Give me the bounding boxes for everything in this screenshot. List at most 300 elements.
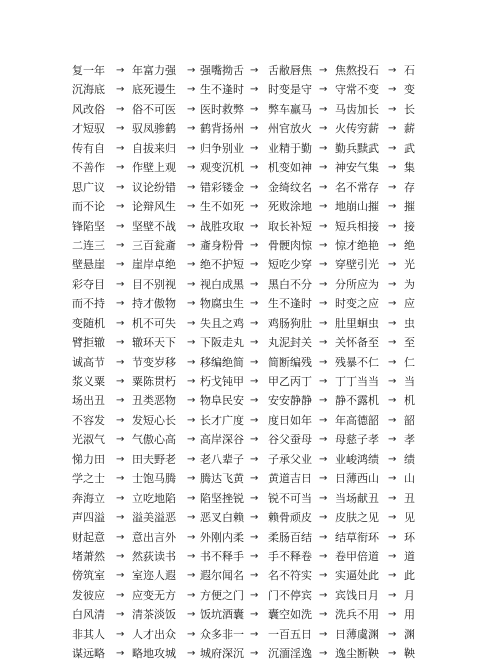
idiom-word: 三百瓮齑 xyxy=(132,238,176,252)
chain-next-char: 道 xyxy=(404,549,415,563)
arrow-icon: → xyxy=(187,570,196,582)
idiom-word: 驭凤骖鹤 xyxy=(132,122,176,136)
idiom-word: 书不释手 xyxy=(200,549,244,563)
idiom-word: 不善作 xyxy=(72,161,105,175)
idiom-word: 奔海立 xyxy=(72,491,105,505)
idiom-word: 溢美溢恶 xyxy=(132,511,176,525)
idiom-word: 发彼应 xyxy=(72,588,105,602)
idiom-word: 浆义粟 xyxy=(72,375,105,388)
idiom-word: 二连三 xyxy=(72,238,105,252)
idiom-row xyxy=(0,528,500,547)
arrow-icon: → xyxy=(319,239,328,251)
arrow-icon: → xyxy=(250,570,259,582)
arrow-icon: → xyxy=(250,512,259,524)
idiom-row xyxy=(0,644,500,663)
idiom-word: 臂拒辙 xyxy=(72,336,105,350)
arrow-icon: → xyxy=(187,201,196,213)
idiom-word: 变随机 xyxy=(72,316,105,330)
arrow-icon: → xyxy=(116,298,125,310)
idiom-word: 机变如神 xyxy=(268,161,312,175)
idiom-word: 外刚内柔 xyxy=(200,530,244,544)
idiom-word: 时变之应 xyxy=(335,297,379,311)
idiom-word: 勤兵黩武 xyxy=(335,141,379,155)
idiom-word: 堵萧然 xyxy=(72,549,105,563)
idiom-word: 士饱马腾 xyxy=(132,472,176,486)
idiom-word: 立吃地陷 xyxy=(132,491,176,505)
arrow-icon: → xyxy=(388,628,397,640)
arrow-icon: → xyxy=(319,376,328,387)
arrow-icon: → xyxy=(319,317,328,329)
idiom-word: 彩夺目 xyxy=(72,277,105,291)
arrow-icon: → xyxy=(388,512,397,524)
arrow-icon: → xyxy=(187,648,196,660)
idiom-word: 然荻读书 xyxy=(132,549,176,563)
arrow-icon: → xyxy=(187,65,196,76)
idiom-word: 舌敝唇焦 xyxy=(268,64,312,77)
idiom-word: 节变岁移 xyxy=(132,355,176,369)
chain-next-char: 武 xyxy=(404,141,415,155)
idiom-word: 发短心长 xyxy=(132,413,176,427)
arrow-icon: → xyxy=(250,239,259,251)
arrow-icon: → xyxy=(319,589,328,601)
idiom-word: 目不别视 xyxy=(132,277,176,291)
arrow-icon: → xyxy=(319,648,328,660)
idiom-word: 田夫野老 xyxy=(132,452,176,466)
idiom-word: 日薄虞渊 xyxy=(335,627,379,641)
idiom-word: 子承父业 xyxy=(268,452,312,466)
idiom-word: 分所应为 xyxy=(335,277,379,291)
idiom-word: 强嘴拗舌 xyxy=(200,64,244,77)
chain-next-char: 应 xyxy=(404,297,415,311)
arrow-icon: → xyxy=(319,84,328,96)
arrow-icon: → xyxy=(319,65,328,76)
idiom-row xyxy=(0,217,500,236)
arrow-icon: → xyxy=(187,103,196,115)
idiom-word: 略地攻城 xyxy=(132,647,176,661)
arrow-icon: → xyxy=(250,453,259,465)
idiom-word: 意出言外 xyxy=(132,530,176,544)
arrow-icon: → xyxy=(319,531,328,543)
idiom-row xyxy=(0,586,500,605)
arrow-icon: → xyxy=(187,414,196,426)
chain-next-char: 月 xyxy=(404,588,415,602)
idiom-row xyxy=(0,255,500,274)
idiom-row xyxy=(0,80,500,99)
idiom-word: 谋远略 xyxy=(72,647,105,661)
arrow-icon: → xyxy=(388,473,397,485)
idiom-word: 风改俗 xyxy=(72,102,105,116)
idiom-word: 遐尔闻名 xyxy=(200,569,244,583)
idiom-row xyxy=(0,294,500,313)
arrow-icon: → xyxy=(388,376,397,387)
arrow-icon: → xyxy=(319,337,328,349)
chain-next-char: 渊 xyxy=(404,627,415,641)
arrow-icon: → xyxy=(319,570,328,582)
chain-next-char: 当 xyxy=(404,375,415,388)
idiom-word: 鸡肠狗肚 xyxy=(268,316,312,330)
arrow-icon: → xyxy=(187,317,196,329)
arrow-icon: → xyxy=(388,298,397,310)
arrow-icon: → xyxy=(187,473,196,485)
idiom-word: 穿壁引光 xyxy=(335,258,379,272)
arrow-icon: → xyxy=(187,181,196,193)
chain-next-char: 变 xyxy=(404,83,415,97)
chain-next-char: 虫 xyxy=(404,316,415,330)
arrow-icon: → xyxy=(250,201,259,213)
idiom-row xyxy=(0,314,500,333)
arrow-icon: → xyxy=(116,628,125,640)
idiom-word: 白风清 xyxy=(72,608,105,622)
idiom-word: 场出丑 xyxy=(72,394,105,408)
arrow-icon: → xyxy=(250,142,259,154)
idiom-word: 骨骾肉惊 xyxy=(268,238,312,252)
arrow-icon: → xyxy=(116,201,125,213)
arrow-icon: → xyxy=(319,492,328,504)
chain-next-char: 长 xyxy=(404,102,415,116)
idiom-word: 死败涂地 xyxy=(268,200,312,214)
chain-next-char: 丑 xyxy=(404,491,415,505)
arrow-icon: → xyxy=(187,298,196,310)
idiom-word: 囊空如洗 xyxy=(268,608,312,622)
arrow-icon: → xyxy=(187,453,196,465)
idiom-word: 日薄西山 xyxy=(335,472,379,486)
idiom-row xyxy=(0,605,500,624)
idiom-word: 清茶淡饭 xyxy=(132,608,176,622)
arrow-icon: → xyxy=(187,609,196,621)
arrow-icon: → xyxy=(250,356,259,368)
arrow-icon: → xyxy=(250,550,259,562)
idiom-word: 医时救弊 xyxy=(200,102,244,116)
idiom-word: 时变是守 xyxy=(268,83,312,97)
arrow-icon: → xyxy=(250,337,259,349)
arrow-icon: → xyxy=(319,512,328,524)
idiom-word: 辙环天下 xyxy=(132,336,176,350)
idiom-word: 手不释卷 xyxy=(268,549,312,563)
arrow-icon: → xyxy=(388,201,397,213)
arrow-icon: → xyxy=(187,492,196,504)
idiom-word: 人才出众 xyxy=(132,627,176,641)
idiom-word: 光淑气 xyxy=(72,433,105,447)
idiom-word: 思广议 xyxy=(72,180,105,194)
idiom-word: 短吃少穿 xyxy=(268,258,312,272)
arrow-icon: → xyxy=(250,298,259,310)
idiom-word: 甲乙丙丁 xyxy=(268,375,312,388)
idiom-word: 崖岸卓绝 xyxy=(132,258,176,272)
idiom-row xyxy=(0,547,500,566)
chain-next-char: 机 xyxy=(404,394,415,408)
idiom-word: 悌力田 xyxy=(72,452,105,466)
arrow-icon: → xyxy=(116,395,125,407)
idiom-word: 坚壁不战 xyxy=(132,219,176,233)
idiom-word: 观变沉机 xyxy=(200,161,244,175)
arrow-icon: → xyxy=(187,142,196,154)
idiom-word: 不容发 xyxy=(72,413,105,427)
arrow-icon: → xyxy=(250,473,259,485)
arrow-icon: → xyxy=(116,589,125,601)
arrow-icon: → xyxy=(116,65,125,76)
arrow-icon: → xyxy=(187,123,196,135)
arrow-icon: → xyxy=(187,337,196,349)
idiom-word: 锋陷坚 xyxy=(72,219,105,233)
idiom-row xyxy=(0,236,500,255)
idiom-word: 高岸深谷 xyxy=(200,433,244,447)
arrow-icon: → xyxy=(187,395,196,407)
arrow-icon: → xyxy=(116,376,125,387)
arrow-icon: → xyxy=(319,414,328,426)
arrow-icon: → xyxy=(319,473,328,485)
arrow-icon: → xyxy=(187,84,196,96)
arrow-icon: → xyxy=(319,123,328,135)
idiom-word: 结草衔环 xyxy=(335,530,379,544)
idiom-word: 黑白不分 xyxy=(268,277,312,291)
idiom-word: 年富力强 xyxy=(132,64,176,77)
arrow-icon: → xyxy=(187,278,196,290)
arrow-icon: → xyxy=(388,550,397,562)
arrow-icon: → xyxy=(250,278,259,290)
arrow-icon: → xyxy=(319,453,328,465)
arrow-icon: → xyxy=(388,220,397,232)
chain-next-char: 山 xyxy=(404,472,415,486)
idiom-word: 肚里蛔虫 xyxy=(335,316,379,330)
chain-next-char: 存 xyxy=(404,180,415,194)
idiom-word: 沉湎淫逸 xyxy=(268,647,312,661)
idiom-word: 视白成黑 xyxy=(200,277,244,291)
arrow-icon: → xyxy=(388,356,397,368)
arrow-icon: → xyxy=(116,317,125,329)
arrow-icon: → xyxy=(116,473,125,485)
arrow-icon: → xyxy=(116,609,125,621)
arrow-icon: → xyxy=(319,162,328,174)
idiom-word: 实逼处此 xyxy=(335,569,379,583)
chain-next-char: 摧 xyxy=(404,200,415,214)
idiom-row xyxy=(0,61,500,80)
idiom-word: 弊车羸马 xyxy=(268,102,312,116)
arrow-icon: → xyxy=(250,609,259,621)
idiom-word: 腾达飞黄 xyxy=(200,472,244,486)
arrow-icon: → xyxy=(388,453,397,465)
arrow-icon: → xyxy=(187,376,196,387)
idiom-word: 生不逢时 xyxy=(200,83,244,97)
idiom-word: 战胜攻取 xyxy=(200,219,244,233)
idiom-row xyxy=(0,353,500,372)
idiom-word: 黄道吉日 xyxy=(268,472,312,486)
arrow-icon: → xyxy=(187,162,196,174)
idiom-word: 机不可失 xyxy=(132,316,176,330)
arrow-icon: → xyxy=(250,181,259,193)
idiom-word: 物腐虫生 xyxy=(200,297,244,311)
arrow-icon: → xyxy=(388,84,397,96)
idiom-word: 业精于勤 xyxy=(268,141,312,155)
arrow-icon: → xyxy=(116,531,125,543)
idiom-word: 而不论 xyxy=(72,200,105,214)
arrow-icon: → xyxy=(187,628,196,640)
idiom-row xyxy=(0,119,500,138)
arrow-icon: → xyxy=(388,181,397,193)
arrow-icon: → xyxy=(388,395,397,407)
idiom-word: 诚高节 xyxy=(72,355,105,369)
chain-next-char: 至 xyxy=(404,336,415,350)
arrow-icon: → xyxy=(116,453,125,465)
idiom-word: 当场献丑 xyxy=(335,491,379,505)
idiom-row xyxy=(0,430,500,449)
arrow-icon: → xyxy=(250,589,259,601)
idiom-word: 归争别业 xyxy=(200,141,244,155)
arrow-icon: → xyxy=(319,356,328,368)
chain-next-char: 集 xyxy=(404,161,415,175)
idiom-word: 复一年 xyxy=(72,64,105,77)
idiom-word: 物阜民安 xyxy=(200,394,244,408)
idiom-word: 应变无方 xyxy=(132,588,176,602)
idiom-word: 恶叉白赖 xyxy=(200,511,244,525)
arrow-icon: → xyxy=(187,356,196,368)
arrow-icon: → xyxy=(116,181,125,193)
chain-next-char: 为 xyxy=(404,277,415,291)
arrow-icon: → xyxy=(250,162,259,174)
idiom-word: 门不停宾 xyxy=(268,588,312,602)
idiom-row xyxy=(0,178,500,197)
arrow-icon: → xyxy=(250,628,259,640)
idiom-word: 壁悬崖 xyxy=(72,258,105,272)
arrow-icon: → xyxy=(250,376,259,387)
arrow-icon: → xyxy=(250,259,259,271)
idiom-word: 守常不变 xyxy=(335,83,379,97)
idiom-word: 而不持 xyxy=(72,297,105,311)
idiom-word: 关怀备至 xyxy=(335,336,379,350)
arrow-icon: → xyxy=(116,123,125,135)
idiom-word: 俗不可医 xyxy=(132,102,176,116)
idiom-word: 傍筑室 xyxy=(72,569,105,583)
arrow-icon: → xyxy=(187,220,196,232)
idiom-word: 马齿加长 xyxy=(335,102,379,116)
arrow-icon: → xyxy=(187,550,196,562)
idiom-word: 年高德韶 xyxy=(335,413,379,427)
idiom-row xyxy=(0,411,500,430)
idiom-word: 母慈子孝 xyxy=(335,433,379,447)
arrow-icon: → xyxy=(116,648,125,660)
idiom-word: 业峻鸿绩 xyxy=(335,452,379,466)
idiom-word: 静不露机 xyxy=(335,394,379,408)
idiom-word: 名不常存 xyxy=(335,180,379,194)
idiom-word: 度日如年 xyxy=(268,413,312,427)
chain-next-char: 薪 xyxy=(404,122,415,136)
idiom-word: 丸泥封关 xyxy=(268,336,312,350)
idiom-word: 取长补短 xyxy=(268,219,312,233)
idiom-word: 声四溢 xyxy=(72,511,105,525)
idiom-word: 名不符实 xyxy=(268,569,312,583)
arrow-icon: → xyxy=(319,259,328,271)
arrow-icon: → xyxy=(319,550,328,562)
idiom-row xyxy=(0,139,500,158)
idiom-word: 短兵相接 xyxy=(335,219,379,233)
arrow-icon: → xyxy=(116,356,125,368)
arrow-icon: → xyxy=(116,142,125,154)
arrow-icon: → xyxy=(116,512,125,524)
idiom-word: 传有自 xyxy=(72,141,105,155)
idiom-row xyxy=(0,489,500,508)
idiom-row xyxy=(0,469,500,488)
arrow-icon: → xyxy=(388,278,397,290)
idiom-word: 室迩人遐 xyxy=(132,569,176,583)
arrow-icon: → xyxy=(116,103,125,115)
idiom-word: 谷父蚕母 xyxy=(268,433,312,447)
arrow-icon: → xyxy=(319,298,328,310)
idiom-word: 持才傲物 xyxy=(132,297,176,311)
arrow-icon: → xyxy=(388,65,397,76)
idiom-chain-list xyxy=(0,61,500,664)
arrow-icon: → xyxy=(319,434,328,446)
idiom-row xyxy=(0,333,500,352)
idiom-word: 齑身粉骨 xyxy=(200,238,244,252)
chain-next-char: 孝 xyxy=(404,433,415,447)
idiom-word: 地崩山摧 xyxy=(335,200,379,214)
arrow-icon: → xyxy=(319,103,328,115)
idiom-word: 简断编残 xyxy=(268,355,312,369)
arrow-icon: → xyxy=(116,414,125,426)
idiom-word: 移编绝简 xyxy=(200,355,244,369)
idiom-word: 惊才绝艳 xyxy=(335,238,379,252)
arrow-icon: → xyxy=(187,589,196,601)
idiom-word: 州官放火 xyxy=(268,122,312,136)
idiom-word: 卷甲倍道 xyxy=(335,549,379,563)
idiom-word: 非其人 xyxy=(72,627,105,641)
idiom-word: 自拔来归 xyxy=(132,141,176,155)
idiom-word: 朽戈钝甲 xyxy=(200,375,244,388)
idiom-word: 长才广度 xyxy=(200,413,244,427)
idiom-word: 洗兵不用 xyxy=(335,608,379,622)
idiom-word: 生不如死 xyxy=(200,200,244,214)
arrow-icon: → xyxy=(388,609,397,621)
arrow-icon: → xyxy=(250,84,259,96)
arrow-icon: → xyxy=(187,259,196,271)
idiom-word: 绝不护短 xyxy=(200,258,244,272)
idiom-word: 粟陈贯朽 xyxy=(132,375,176,388)
arrow-icon: → xyxy=(388,589,397,601)
arrow-icon: → xyxy=(187,512,196,524)
arrow-icon: → xyxy=(250,492,259,504)
idiom-word: 宾饯日月 xyxy=(335,588,379,602)
idiom-word: 气傲心高 xyxy=(132,433,176,447)
arrow-icon: → xyxy=(250,123,259,135)
idiom-word: 失且之鸡 xyxy=(200,316,244,330)
idiom-word: 才短驭 xyxy=(72,122,105,136)
arrow-icon: → xyxy=(116,278,125,290)
idiom-word: 底死谩生 xyxy=(132,83,176,97)
idiom-word: 下阪走丸 xyxy=(200,336,244,350)
idiom-row xyxy=(0,625,500,644)
arrow-icon: → xyxy=(388,337,397,349)
idiom-word: 神安气集 xyxy=(335,161,379,175)
arrow-icon: → xyxy=(388,123,397,135)
arrow-icon: → xyxy=(388,239,397,251)
idiom-word: 论辩风生 xyxy=(132,200,176,214)
arrow-icon: → xyxy=(388,492,397,504)
chain-next-char: 仁 xyxy=(404,355,415,369)
chain-next-char: 韶 xyxy=(404,413,415,427)
idiom-row xyxy=(0,197,500,216)
arrow-icon: → xyxy=(319,278,328,290)
idiom-word: 丑类恶物 xyxy=(132,394,176,408)
idiom-row xyxy=(0,372,500,391)
idiom-row xyxy=(0,275,500,294)
arrow-icon: → xyxy=(116,220,125,232)
arrow-icon: → xyxy=(187,531,196,543)
idiom-word: 错彩镂金 xyxy=(200,180,244,194)
idiom-row xyxy=(0,158,500,177)
arrow-icon: → xyxy=(388,317,397,329)
arrow-icon: → xyxy=(388,142,397,154)
arrow-icon: → xyxy=(319,628,328,640)
idiom-word: 金绮纹名 xyxy=(268,180,312,194)
